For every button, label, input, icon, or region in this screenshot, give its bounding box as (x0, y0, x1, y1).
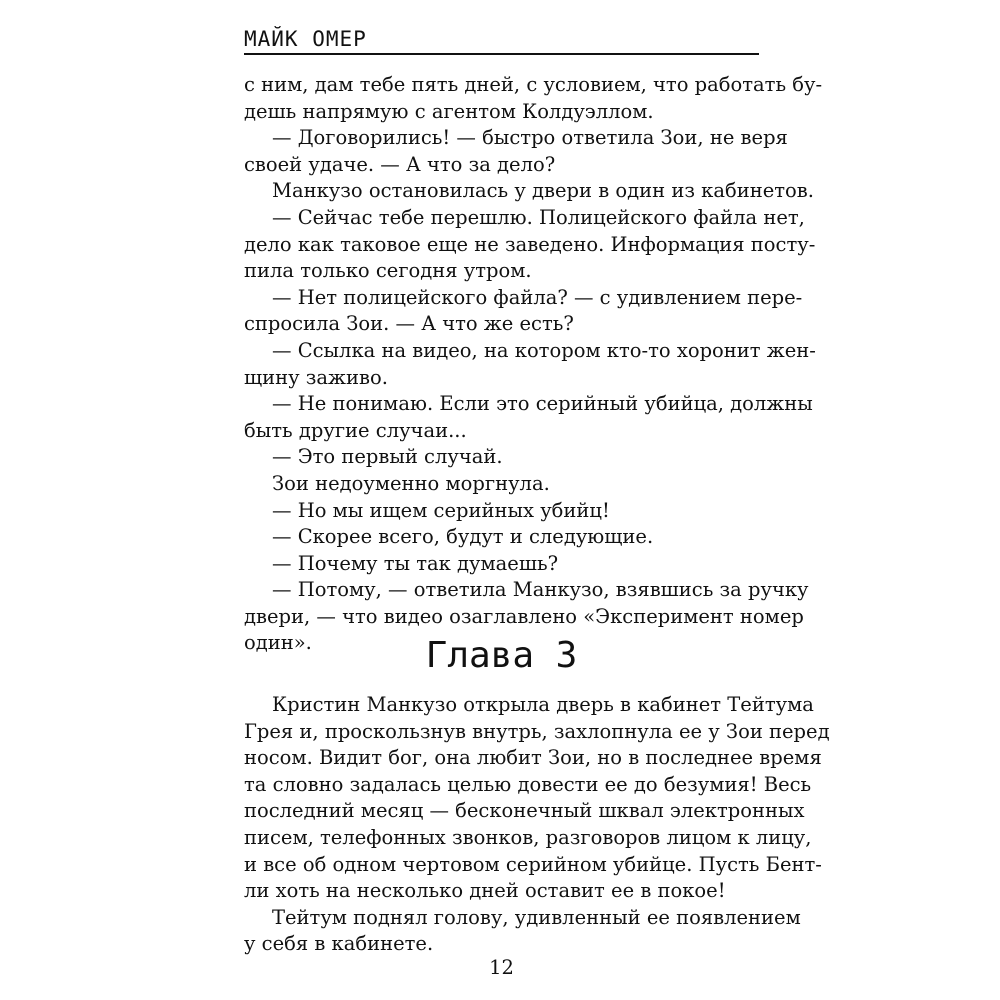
text-line: с ним, дам тебе пять дней, с условием, что работать бу- (244, 73, 823, 96)
text-line: Грея и, проскользнув внутрь, захлопнула ее у Зои перед (244, 719, 830, 743)
text-line: писем, телефонных звонков, разговоров лицом к лицу, (244, 825, 812, 849)
text-line: Тейтум поднял голову, удивленный ее появлением (272, 905, 801, 929)
text-block-before-chapter (244, 72, 823, 657)
text-line: ли хоть на несколько дней оставит ее в покое! (244, 879, 726, 903)
text-line: и все об одном чертовом серийном убийце. Пусть Бент- (244, 852, 822, 876)
text-line: у себя в кабинете. (244, 932, 434, 956)
text-line: — Не понимаю. Если это серийный убийца, должны (272, 392, 813, 416)
text-line: — Скорее всего, будут и следующие. (272, 525, 654, 549)
text-line: быть другие случаи... (244, 418, 467, 442)
text-line: — Почему ты так думаешь? (272, 551, 559, 575)
chapter-title: Глава 3 (425, 635, 578, 676)
text-line: двери, — что видео озаглавлено «Эксперимент номер (244, 604, 804, 628)
text-line: — Ссылка на видео, на котором кто-то хоронит жен- (272, 338, 816, 362)
text-line: Зои недоуменно моргнула. (272, 471, 550, 495)
text-line: носом. Видит бог, она любит Зои, но в последнее время (244, 746, 822, 770)
text-block-after-chapter (244, 692, 830, 958)
page-number: 12 (489, 956, 514, 979)
text-line: дело как таковое еще не заведено. Информация посту- (244, 232, 816, 256)
text-line: та словно задалась целью довести ее до безумия! Весь (244, 772, 812, 796)
text-line: — Договорились! — быстро ответила Зои, не веря (272, 126, 788, 150)
text-line: последний месяц — бесконечный шквал электронных (244, 799, 805, 823)
text-line: щину заживо. (244, 365, 388, 389)
text-line: Кристин Манкузо открыла дверь в кабинет Тейтума (272, 693, 814, 716)
text-line: один». (244, 631, 312, 655)
text-line: спросила Зои. — А что же есть? (244, 312, 574, 336)
text-line: — Это первый случай. (272, 445, 503, 469)
text-line: — Потому, — ответила Манкузо, взявшись за ручку (272, 578, 809, 602)
text-line: Манкузо остановилась у двери в один из кабинетов. (272, 179, 814, 203)
text-line: дешь напрямую с агентом Колдуэллом. (244, 99, 654, 123)
text-line: — Нет полицейского файла? — с удивлением пере- (272, 285, 803, 309)
text-line: — Но мы ищем серийных убийц! (272, 498, 610, 522)
text-line: — Сейчас тебе перешлю. Полицейского файла нет, (272, 205, 805, 229)
running-head: МАЙК ОМЕР (244, 27, 367, 51)
text-line: пила только сегодня утром. (244, 259, 532, 283)
text-line: своей удаче. — А что за дело? (244, 152, 556, 176)
header-rule (244, 53, 759, 55)
